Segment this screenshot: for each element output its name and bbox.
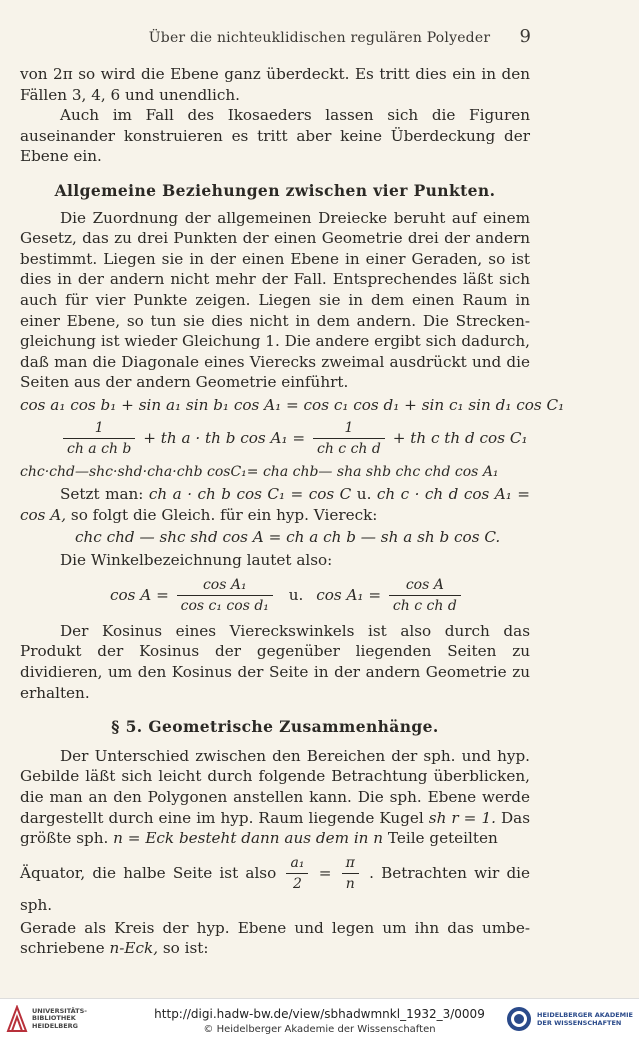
paragraph: Die Winkelbezeichnung lautet also: xyxy=(60,551,333,570)
academy-logo-text: HEIDELBERGER AKADEMIE DER WISSENSCHAFTEN xyxy=(537,1011,633,1027)
section-heading: § 5. Geometrische Zusammenhänge. xyxy=(111,717,439,737)
library-logo-text: UNIVERSITÄTS- BIBLIOTHEK HEIDELBERG xyxy=(32,1006,87,1030)
formula-line: chc chd — shc shd cos A = ch a ch b — sh a sh b cos C. xyxy=(75,528,501,547)
formula-line: cos a₁ cos b₁ + sin a₁ sin b₁ cos A₁ = cos c₁ cos d₁ + sin c₁ sin d₁ cos C₁ xyxy=(20,395,565,414)
running-title: Über die nichteuklidischen regulären Polyeder xyxy=(148,30,491,46)
paragraph: von 2π so wird die Ebene ganz überdeckt. Es tritt dies ein in den Fällen 3, 4, 6 und unendlich. xyxy=(20,65,530,104)
fraction: $\frac{\pi}{n}$ xyxy=(342,853,359,895)
paragraph: Gerade als Kreis der hyp. Ebene und legen um ihn das umbe-schriebene n-Eck, so ist: xyxy=(20,918,530,958)
section-heading: Allgemeine Beziehungen zwischen vier Punkten. xyxy=(54,180,496,200)
paragraph: Der Kosinus eines Viereckswinkels ist also durch das Produkt der Kosinus der gegenüber liegenden Seiten zu dividieren, um den Kosinus der Seite in der andern Geometrie zu erhalten. xyxy=(20,621,530,702)
fraction: $\frac{\text{cos A₁}}{\text{cos c₁ cos d₁}}$ xyxy=(177,575,273,617)
paragraph: Setzt man: ch a · ch b cos C₁ = cos C u. ch c · ch d cos A₁ = cos A, so folgt die Gleich. für ein hyp. Viereck: xyxy=(20,485,531,524)
paragraph: Der Unterschied zwischen den Bereichen der sph. und hyp. Gebilde läßt sich leicht durch folgende Betrachtung überblicken, die man an den Polygonen anstellen kann. Die sph. Ebene werde dargestellt durch eine im hyp. Raum liegende Kugel sh r = 1. Das größte sph. n = Eck besteht dann aus dem in n Teile geteilten xyxy=(20,746,530,848)
fraction: $\frac{\text{cos A}}{\text{ch c ch d}}$ xyxy=(389,575,461,617)
document-url-link[interactable]: http://digi.hadw-bw.de/view/sbhadwmnkl_1932_3/0009 xyxy=(154,1007,485,1021)
paragraph: Auch im Fall des Ikosaeders lassen sich die Figuren auseinander konstruieren es tritt aber keine Überdeckung der Ebene ein. xyxy=(20,106,530,166)
paragraph: Äquator, die halbe Seite ist also $\frac{\text{a₁}}{2}$ = $\frac{\pi}{n}$ . Betrachten wir die sph. xyxy=(20,854,531,914)
page-number: 9 xyxy=(519,26,531,47)
copyright-notice: © Heidelberger Akademie der Wissenschaften xyxy=(203,1024,436,1035)
body-text xyxy=(20,64,565,959)
paragraph: Die Zuordnung der allgemeinen Dreiecke beruht auf einem Gesetz, das zu drei Punkten der einen Geometrie drei der andern bestimmt. Liegen sie in der einen Ebene in einer Geraden, so ist dies in der andern nicht mehr der Fall. Entsprechendes läßt sich auch für vier Punkte zeigen. Liegen sie in dem einen Raum in einer Ebene, so tun sie dies nicht in dem andern. Die Strecken-gleichung ist wieder Gleichung 1. Die andere ergibt sich dadurch, daß man die Diagonale eines Vierecks zweimal ausdrückt und die Seiten aus der andern Geometrie einführt. xyxy=(20,208,530,392)
viewer-footer xyxy=(0,998,639,1041)
academy-logo[interactable] xyxy=(505,1005,633,1033)
formula-line: $\frac{1}{\text{ch a ch b}}$ + th a · th b cos A₁ = $\frac{1}{\text{ch c ch d}}$ + th c th d cos C₁ xyxy=(60,418,530,460)
formula-line: chc·chd—shc·shd·cha·chb cosC₁= cha chb— sha shb chc chd cos A₁ xyxy=(20,463,499,480)
academy-emblem-icon xyxy=(505,1005,533,1033)
fraction: $\frac{1}{\text{ch a ch b}}$ xyxy=(63,418,135,460)
fraction: $\frac{1}{\text{ch c ch d}}$ xyxy=(313,418,385,460)
fraction: $\frac{\text{a₁}}{2}$ xyxy=(286,853,308,895)
formula-line: cos A = $\frac{\text{cos A₁}}{\text{cos c₁ cos d₁}}$ u. cos A₁ = $\frac{\text{cos A}}{\text{ch c ch d}}$ xyxy=(110,575,530,617)
